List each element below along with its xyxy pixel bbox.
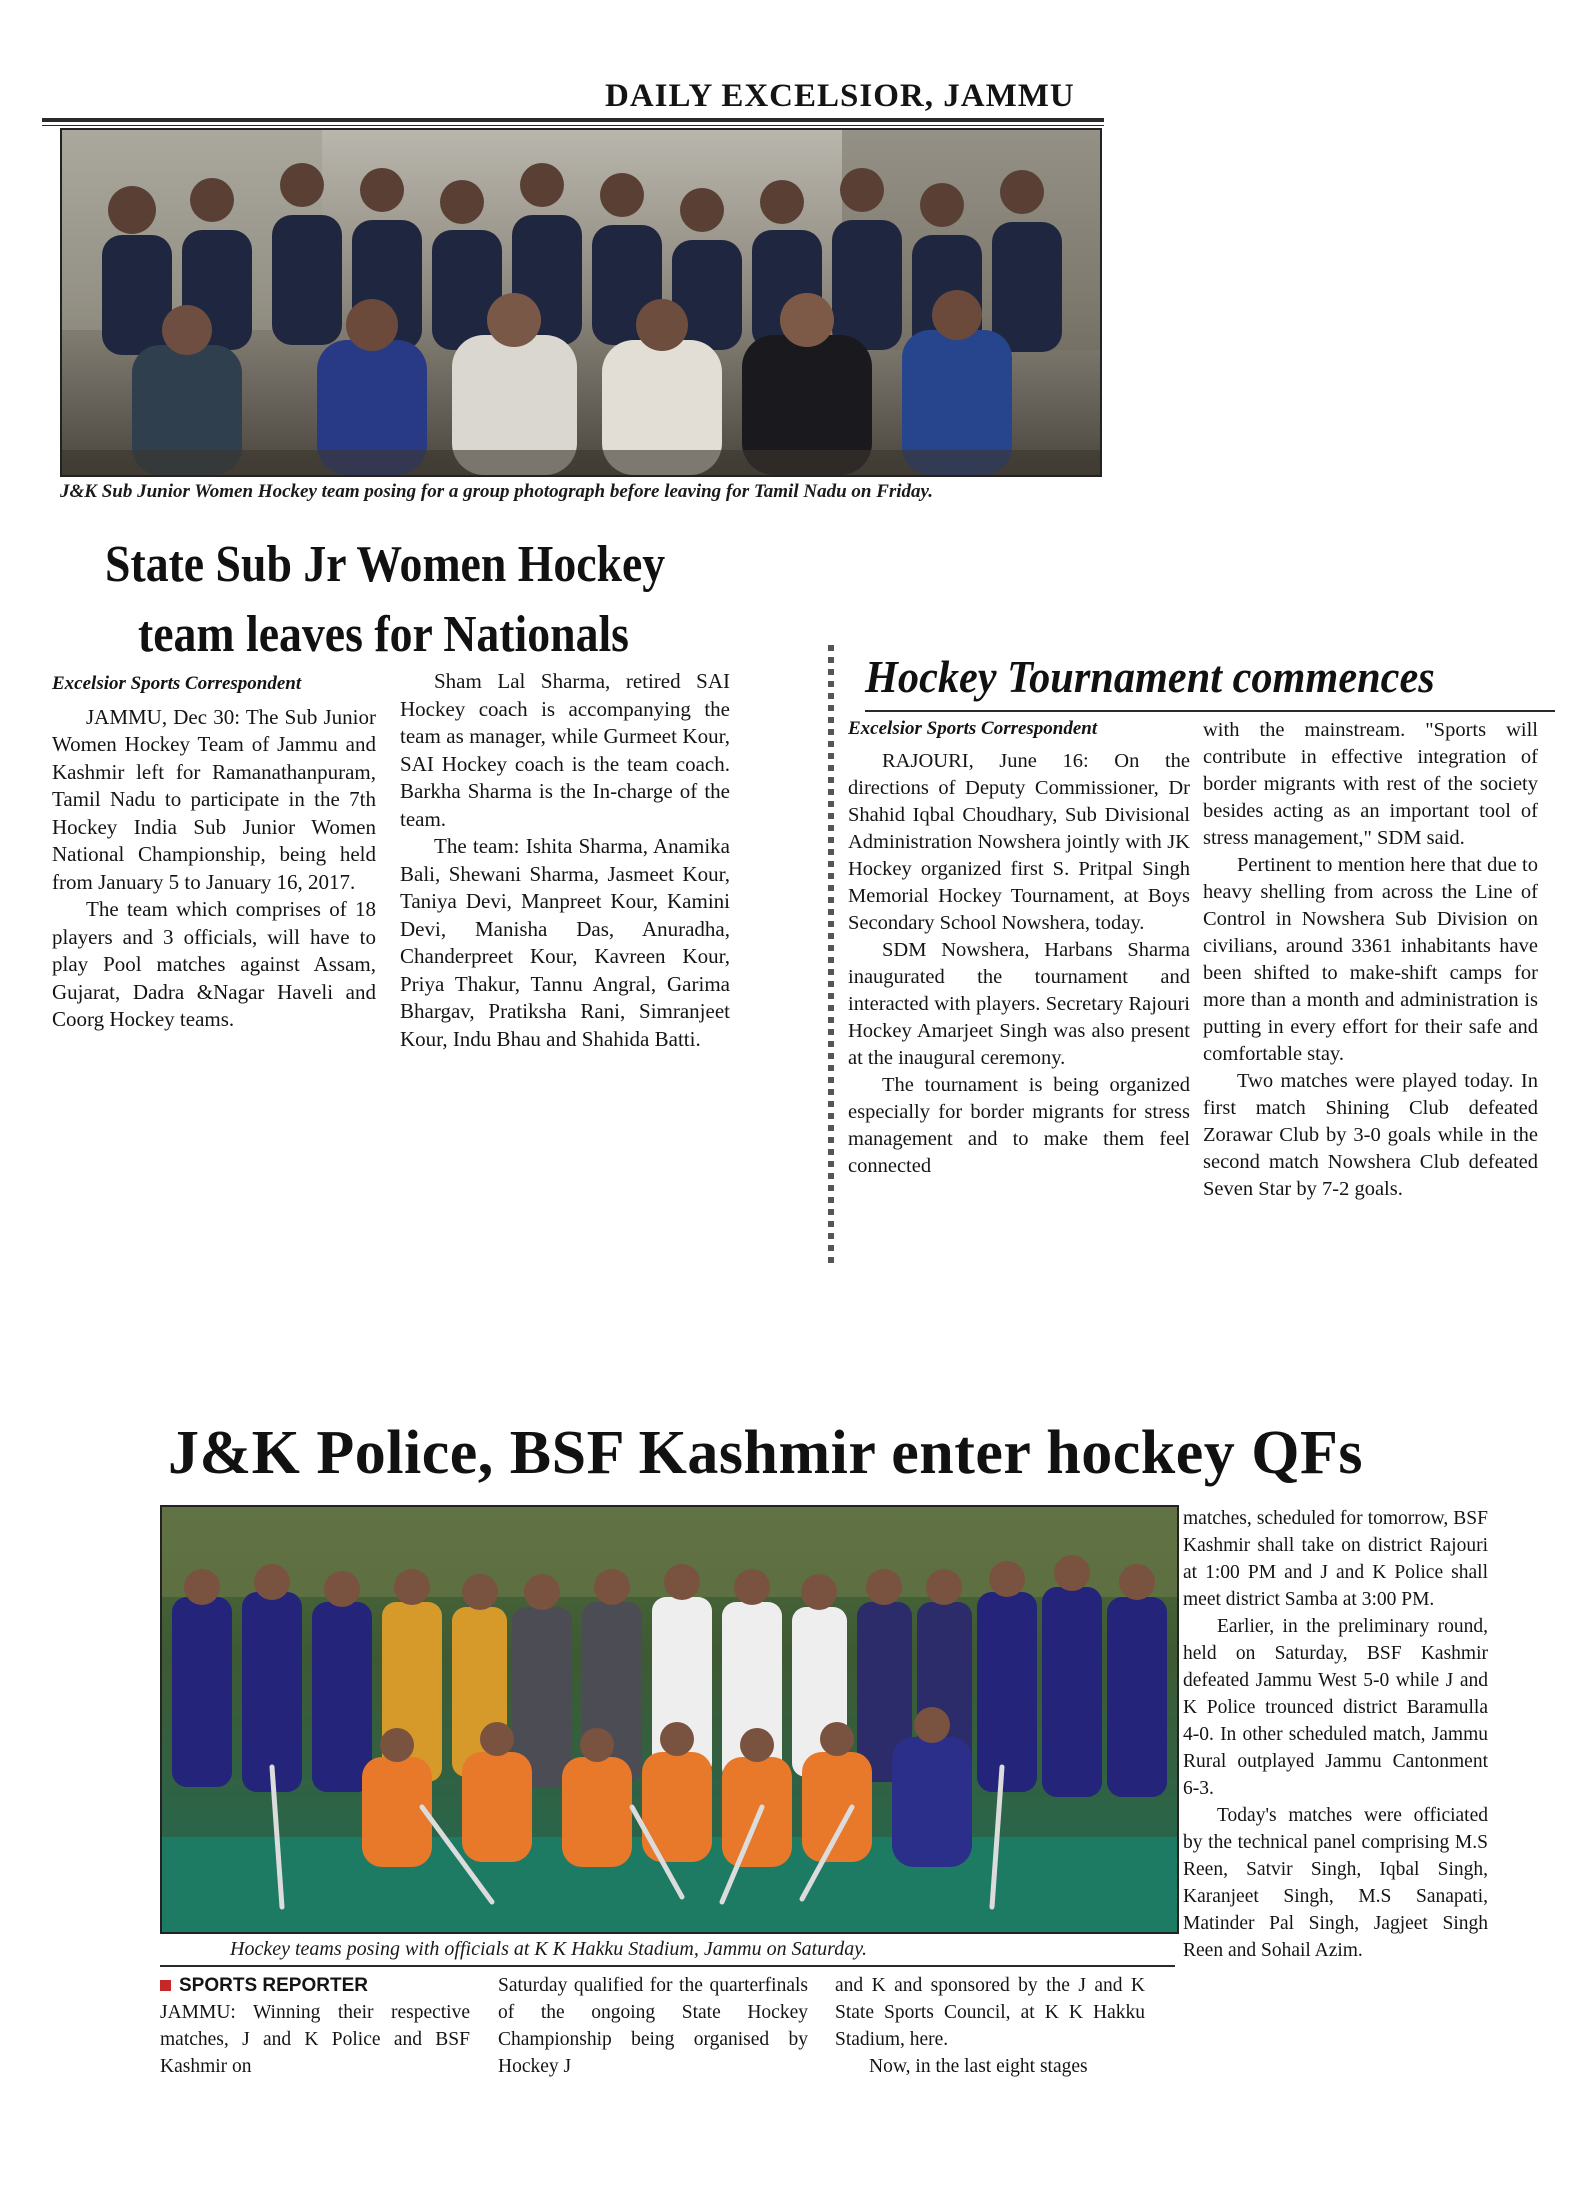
paragraph: RAJOURI, June 16: On the directions of Deputy Commissioner, Dr Shahid Iqbal Choudhary, Sub Divisional Administration Nowshera jointly with JK Hockey organized first S. Pritpal Singh Memorial Hockey Tournament, at Boys Secondary School Nowshera, today.	[848, 750, 1190, 934]
paragraph: Two matches were played today. In first match Shining Club defeated Zorawar Club by 3-0 goals while in the second match Nowshera Club defeated Seven Star by 7-2 goals.	[1203, 1070, 1538, 1200]
sports-reporter-label	[160, 1972, 368, 1999]
headline: Hockey Tournament commences	[865, 651, 1435, 702]
masthead-rule-thin	[42, 125, 1104, 126]
photo-caption: Hockey teams posing with officials at K K Hakku Stadium, Jammu on Saturday.	[230, 1938, 867, 1960]
byline: Excelsior Sports Correspondent	[848, 718, 1098, 739]
paragraph: Today's matches were officiated by the technical panel comprising M.S Reen, Satvir Singh, Iqbal Singh, Karanjeet Singh, M.S Sanapati, Matinder Pal Singh, Jagjeet Singh Reen and Sohail Azim.	[1183, 1805, 1488, 1961]
paragraph	[160, 1999, 470, 2080]
dateline: JAMMU:	[160, 2002, 236, 2023]
paragraph: The team: Ishita Sharma, Anamika Bali, Shewani Sharma, Jasmeet Kour, Taniya Devi, Manpreet Kour, Kamini Devi, Manisha Das, Anuradha, Chanderpreet Kour, Kavreen Kour, Priya Thakur, Tannu Angral, Garima Bhargav, Pratiksha Rani, Simranjeet Kour, Indu Bhau and Shahida Batti.	[400, 834, 730, 1051]
photo-caption: J&K Sub Junior Women Hockey team posing for a group photograph before leaving for Tamil Nadu on Friday.	[60, 481, 934, 502]
paragraph: matches, scheduled for tomorrow, BSF Kashmir shall take on district Rajouri at 1:00 PM and J and K Police shall meet district Samba at 3:00 PM.	[1183, 1508, 1488, 1610]
article-side-col	[1183, 1505, 1488, 1964]
headline-line-2: team leaves for Nationals	[138, 606, 629, 663]
paragraph: The tournament is being organized especially for border migrants for stress management and to make them feel connected	[848, 1074, 1190, 1177]
hockey-teams-photo	[160, 1505, 1179, 1934]
paragraph: SDM Nowshera, Harbans Sharma inaugurated the tournament and interacted with players. Secretary Rajouri Hockey Amarjeet Singh was also present at the inaugural ceremony.	[848, 939, 1190, 1069]
paragraph: with the mainstream. "Sports will contribute in effective integration of border migrants with rest of the society besides acting as an important tool of stress management," SDM said.	[1203, 719, 1538, 849]
byline: Excelsior Sports Correspondent	[52, 673, 302, 694]
paragraph: Now, in the last eight stages	[869, 2056, 1088, 2077]
article-col-1	[160, 1972, 470, 2080]
article-col-2	[400, 668, 730, 1053]
reporter-square-icon	[160, 1980, 171, 1991]
headline-line-1: State Sub Jr Women Hockey	[105, 536, 666, 593]
paragraph: Earlier, in the preliminary round, held on Saturday, BSF Kashmir defeated Jammu West 5-0 while J and K Police trounced district Baramulla 4-0. In other scheduled match, Jammu Rural outplayed Jammu Cantonment 6-3.	[1183, 1616, 1488, 1799]
paragraph-text: Winning their respective matches, J and K Police and BSF Kashmir on	[160, 2002, 471, 2077]
paragraph: Saturday qualified for the quarterfinals of the ongoing State Hockey Championship being organised by Hockey J	[498, 1975, 808, 2077]
article-col-3	[835, 1972, 1145, 2080]
article-col-1	[848, 715, 1190, 1180]
reporter-name: SPORTS REPORTER	[179, 1975, 368, 1996]
team-group-photo-image	[62, 130, 1100, 475]
clip-police-bsf-qfs	[0, 1400, 1590, 2200]
caption-rule	[160, 1965, 1175, 1967]
masthead-rule	[42, 118, 1104, 122]
article-col-2	[1203, 717, 1538, 1203]
paragraph: Pertinent to mention here that due to heavy shelling from across the Line of Control in Nowshera Sub Division on civilians, around 3361 inhabitants have been shifted to make-shift camps for more than a month and administration is putting in every effort for their safe and comfortable stay.	[1203, 854, 1538, 1065]
clip-hockey-tournament-commences	[820, 635, 1560, 1275]
paragraph: Sham Lal Sharma, retired SAI Hockey coach is accompanying the team as manager, while Gurmeet Kour, SAI Hockey coach is the team coach. Barkha Sharma is the In-charge of the team.	[400, 669, 730, 831]
paragraph: The team which comprises of 18 players and 3 officials, will have to play Pool matches against Assam, Gujarat, Dadra &Nagar Haveli and Coorg Hockey teams.	[52, 897, 376, 1031]
headline: J&K Police, BSF Kashmir enter hockey QFs	[168, 1419, 1364, 1487]
masthead: DAILY EXCELSIOR, JAMMU	[605, 78, 1075, 114]
paragraph: and K and sponsored by the J and K State Sports Council, at K K Hakku Stadium, here.	[835, 1975, 1145, 2050]
paragraph: JAMMU, Dec 30: The Sub Junior Women Hockey Team of Jammu and Kashmir left for Ramanathanpuram, Tamil Nadu to participate in the 7th Hockey India Sub Junior Women National Championship, being held from January 5 to January 16, 2017.	[52, 704, 376, 894]
article-col-2	[498, 1972, 808, 2080]
headline-rule	[865, 710, 1555, 712]
hockey-teams-photo-image	[162, 1507, 1177, 1932]
article-col-1	[52, 670, 376, 1034]
team-group-photo	[60, 128, 1102, 477]
clip-border-strip	[828, 645, 834, 1265]
